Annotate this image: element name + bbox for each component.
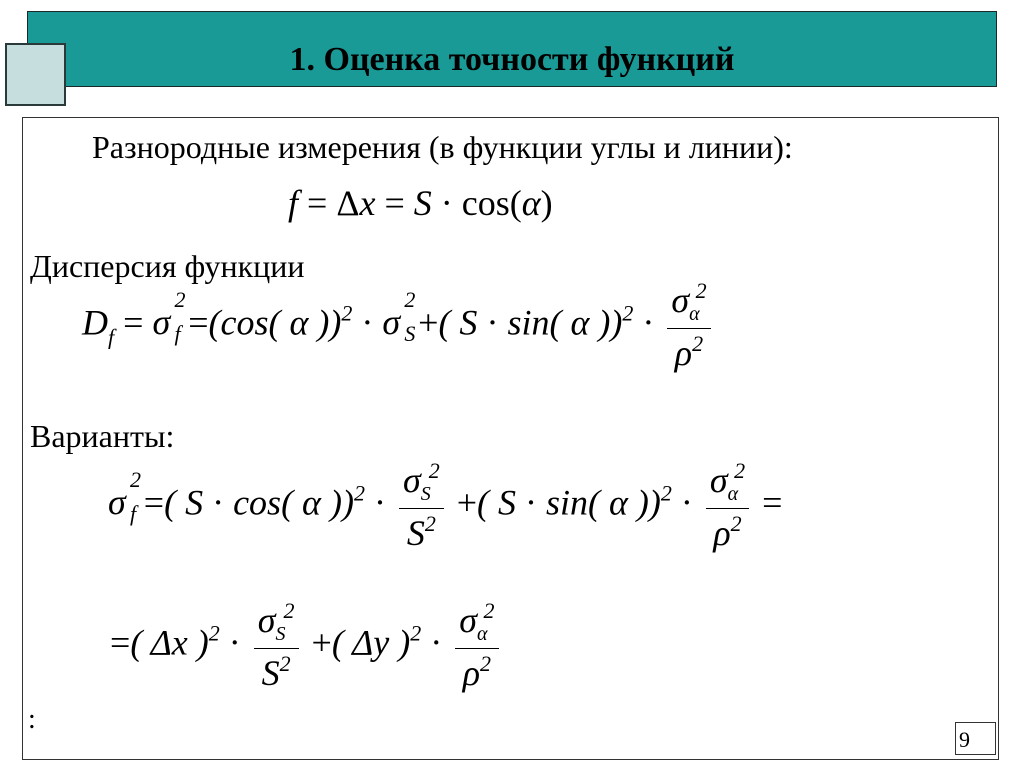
variants-label: Варианты: xyxy=(30,418,175,454)
trailing-colon: : xyxy=(28,704,36,735)
slide-title: 1. Оценка точности функций xyxy=(289,41,735,78)
page-number: 9 xyxy=(955,722,996,755)
formula-f: f = Δx = S · cos(α) xyxy=(288,183,553,223)
intro-text: Разнородные измерения (в функции углы и линии): xyxy=(92,129,793,165)
dispersion-label: Дисперсия функции xyxy=(30,248,305,284)
formula-variant-1: σ 2 f =( S · cos( α ))$^2$ · $\frac{\sigma_S^2}{S^2}$ +( S · sin( α ))$^2$ · $\frac{\sigma_\alpha^2}{\rho^2}$ = xyxy=(108,458,783,553)
formula-dispersion: $D_f = \sigma$ 2 f =(cos( α ))$^2$ · σ 2 S +( S · sin( α ))$^2$ · $\frac{\sigma_\alpha^2}{\rho^2}$ xyxy=(82,278,715,374)
formula-variant-2: =( Δx )$^2$ · $\frac{\sigma_S^2}{S^2}$ +( Δy )$^2$ · $\frac{\sigma_\alpha^2}{\rho^2}$ xyxy=(110,598,503,694)
